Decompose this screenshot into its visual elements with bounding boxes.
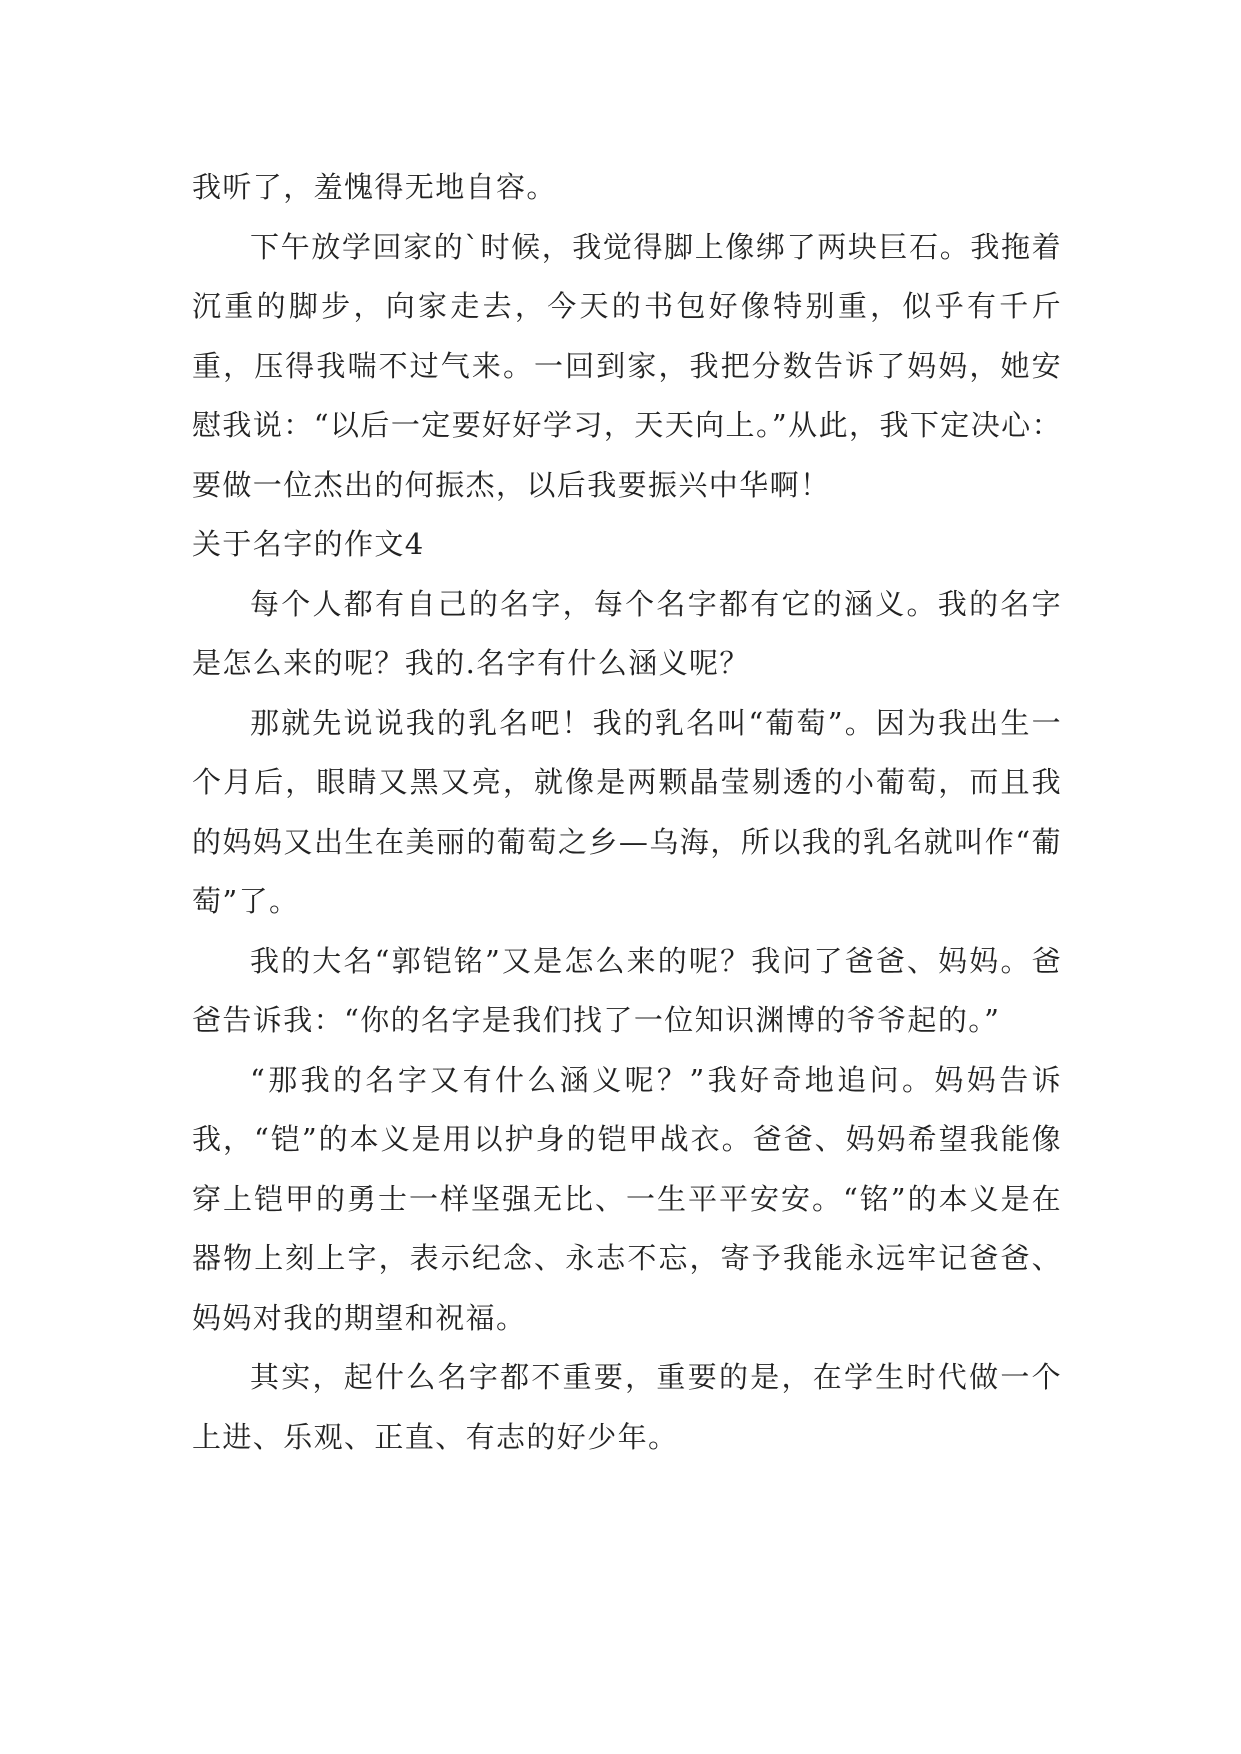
paragraph-3: 每个人都有自己的名字，每个名字都有它的涵义。我的名字是怎么来的呢？我的.名字有什么涵义呢？ bbox=[192, 586, 1062, 680]
paragraph-1: 我听了，羞愧得无地自容。 bbox=[192, 170, 557, 204]
paragraph-2: 下午放学回家的`时候，我觉得脚上像绑了两块巨石。我拖着沉重的脚步，向家走去，今天的书包好像特别重，似乎有千斤重，压得我喘不过气来。一回到家，我把分数告诉了妈妈，她安慰我说：“以后一定要好好学习，天天向上。”从此，我下定决心：要做一位杰出的何振杰，以后我要振兴中华啊！ bbox=[192, 229, 1062, 502]
document-body bbox=[192, 158, 1062, 1467]
paragraph-4: 那就先说说我的乳名吧！我的乳名叫“葡萄”。因为我出生一个月后，眼睛又黑又亮，就像是两颗晶莹剔透的小葡萄，而且我的妈妈又出生在美丽的葡萄之乡—乌海，所以我的乳名就叫作“葡萄”了。 bbox=[192, 705, 1062, 918]
section-title: 关于名字的作文4 bbox=[192, 527, 425, 561]
paragraph-7: 其实，起什么名字都不重要，重要的是，在学生时代做一个上进、乐观、正直、有志的好少年。 bbox=[192, 1360, 1062, 1454]
paragraph-6: “那我的名字又有什么涵义呢？”我好奇地追问。妈妈告诉我，“铠”的本义是用以护身的铠甲战衣。爸爸、妈妈希望我能像穿上铠甲的勇士一样坚强无比、一生平平安安。“铭”的本义是在器物上刻上字，表示纪念、永志不忘，寄予我能永远牢记爸爸、妈妈对我的期望和祝福。 bbox=[192, 1062, 1062, 1335]
paragraph-5: 我的大名“郭铠铭”又是怎么来的呢？我问了爸爸、妈妈。爸爸告诉我：“你的名字是我们找了一位知识渊博的爷爷起的。” bbox=[192, 943, 1062, 1037]
